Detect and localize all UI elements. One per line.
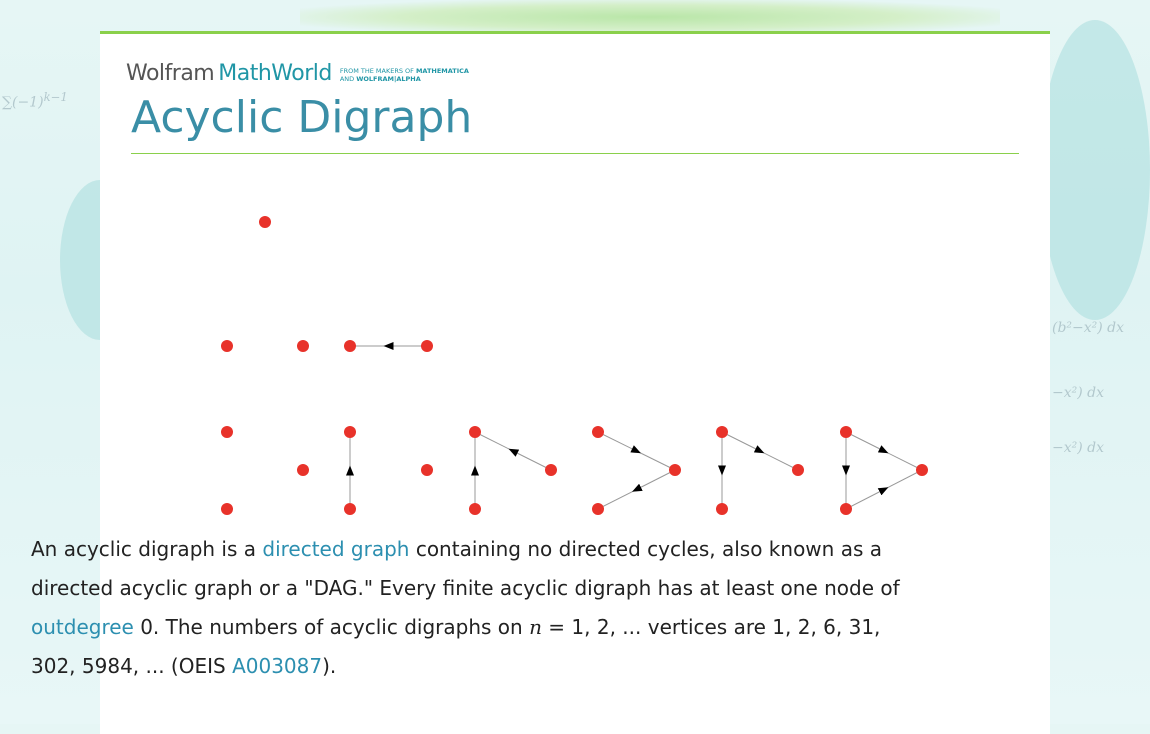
- graph-vertex: [259, 216, 271, 228]
- directed-edge: [846, 470, 922, 509]
- directed-edge: [722, 432, 798, 470]
- text: containing no directed cycles, also known as a directed acyclic graph or a "DAG." Every finite acyclic digraph has at least one node of: [31, 537, 900, 600]
- graph-vertex: [840, 503, 852, 515]
- graph-vertex: [716, 503, 728, 515]
- graph-vertex: [469, 503, 481, 515]
- link-directed-graph[interactable]: directed graph: [262, 537, 410, 561]
- graph-vertex: [297, 340, 309, 352]
- text: 0. The numbers of acyclic digraphs on: [133, 615, 530, 639]
- link-outdegree[interactable]: outdegree: [31, 615, 134, 639]
- logo-mathworld: MathWorld: [218, 61, 332, 86]
- directed-edge: [846, 432, 922, 470]
- text: = 1, 2, ... vertices are 1, 2, 6, 31, 302, 5984, ... (OEIS: [31, 615, 881, 678]
- graph-vertex: [297, 464, 309, 476]
- directed-edge: [475, 432, 551, 470]
- text: ).: [322, 654, 337, 678]
- graph-vertex: [421, 340, 433, 352]
- graph-vertex: [344, 340, 356, 352]
- graph-vertex: [221, 340, 233, 352]
- graph-vertex: [221, 503, 233, 515]
- directed-edge: [598, 470, 675, 509]
- graph-vertex: [545, 464, 557, 476]
- graph-vertex: [421, 464, 433, 476]
- logo-wolfram: Wolfram: [126, 61, 215, 86]
- graph-vertex: [592, 503, 604, 515]
- graph-vertex: [344, 426, 356, 438]
- background-math: (b²−x²) dx: [1052, 320, 1125, 336]
- graph-vertex: [669, 464, 681, 476]
- variable-n: n: [529, 615, 542, 639]
- tagline-1-bold: MATHEMATICA: [415, 67, 469, 75]
- graph-vertex: [469, 426, 481, 438]
- page-title: Acyclic Digraph: [131, 92, 473, 143]
- graph-vertex: [344, 503, 356, 515]
- tagline-2-bold: WOLFRAM|ALPHA: [356, 75, 421, 83]
- background-math: −x²) dx: [1052, 440, 1105, 456]
- graph-vertex: [916, 464, 928, 476]
- graph-vertex: [716, 426, 728, 438]
- directed-edge: [598, 432, 675, 470]
- graph-vertex: [221, 426, 233, 438]
- text: An acyclic digraph is a: [31, 537, 263, 561]
- graph-vertex: [792, 464, 804, 476]
- graph-vertex: [592, 426, 604, 438]
- background-math: −x²) dx: [1052, 385, 1105, 401]
- description-paragraph: [31, 530, 911, 686]
- link-oeis[interactable]: A003087: [232, 654, 323, 678]
- tagline-2: AND: [339, 75, 357, 83]
- background-math: $\sum(-1)^{k-1}$: [2, 90, 68, 111]
- graph-vertex: [840, 426, 852, 438]
- tagline-1: FROM THE MAKERS OF: [339, 67, 416, 75]
